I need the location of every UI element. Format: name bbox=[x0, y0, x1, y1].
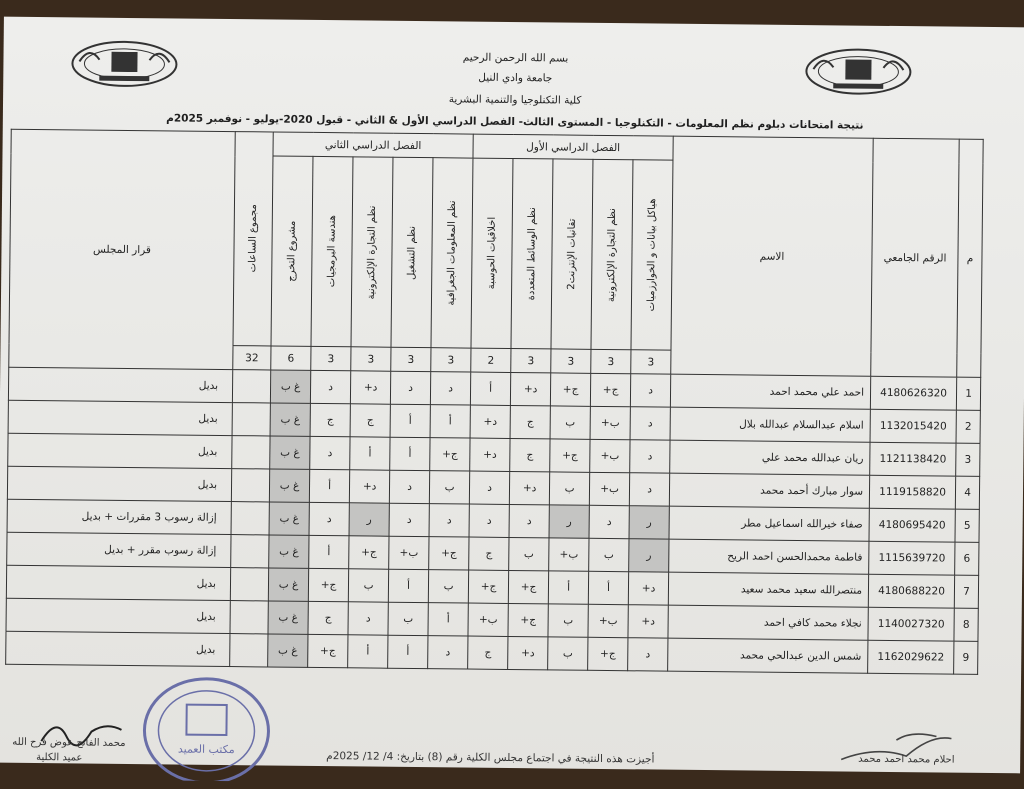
council-decision: بديل bbox=[6, 598, 230, 633]
grade-cell: ج+ bbox=[508, 570, 548, 603]
course-header: هندسة البرمجيات bbox=[311, 156, 353, 346]
course-header: نظم المعلومات الجغرافية bbox=[431, 158, 473, 348]
faculty-name: كلية التكنلوجيا والتنمية البشرية bbox=[448, 93, 582, 107]
col-name-header: الاسم bbox=[671, 136, 873, 376]
student-name: سوار مبارك أحمد محمد bbox=[669, 473, 869, 508]
student-id: 4180695420 bbox=[869, 508, 955, 542]
grade-cell: أ bbox=[350, 437, 390, 470]
col-decision-header: قرار المجلس bbox=[9, 129, 235, 369]
grade-cell: د bbox=[390, 371, 430, 404]
grade-cell: أ bbox=[390, 404, 430, 437]
office-stamp bbox=[136, 670, 277, 781]
grade-cell: غ ب bbox=[269, 502, 309, 535]
grade-cell: غ ب bbox=[268, 634, 308, 667]
course-hours: 3 bbox=[551, 349, 591, 373]
council-decision: بديل bbox=[6, 631, 230, 666]
course-header: نظم الوسائط المتعددة bbox=[511, 158, 553, 348]
grade-cell: ب bbox=[388, 602, 428, 635]
council-decision: بديل bbox=[8, 433, 232, 468]
grade-cell: ب bbox=[589, 538, 629, 571]
grade-cell: ج+ bbox=[550, 373, 590, 406]
grade-cell: د bbox=[428, 636, 468, 669]
total-cell bbox=[232, 436, 270, 469]
grade-cell: د+ bbox=[510, 372, 550, 405]
council-decision: بديل bbox=[7, 466, 231, 501]
grade-cell: غ ب bbox=[270, 370, 310, 403]
total-cell bbox=[232, 370, 270, 403]
semester1-header: الفصل الدراسي الأول bbox=[473, 134, 673, 160]
grade-cell: ج+ bbox=[508, 603, 548, 636]
student-name: احمد علي محمد احمد bbox=[670, 374, 870, 409]
grade-cell: د bbox=[509, 504, 549, 537]
total-cell bbox=[230, 601, 268, 634]
grade-cell: ر bbox=[349, 503, 389, 536]
row-index: 7 bbox=[954, 575, 978, 608]
grade-cell: ب+ bbox=[590, 439, 630, 472]
grade-cell: د bbox=[469, 471, 509, 504]
grade-cell: ب bbox=[550, 406, 590, 439]
course-header: نظم التشغيل bbox=[391, 157, 433, 347]
row-index: 4 bbox=[955, 476, 979, 509]
student-id: 1115639720 bbox=[869, 541, 955, 575]
grade-cell: ج+ bbox=[468, 570, 508, 603]
total-cell bbox=[231, 535, 269, 568]
council-decision: بديل bbox=[8, 400, 232, 435]
course-header: اخلاقيات الحوسبة bbox=[471, 158, 513, 348]
grade-cell: د+ bbox=[628, 605, 668, 638]
council-decision: إزالة رسوب مقرر + بديل bbox=[7, 532, 231, 567]
grade-cell: أ bbox=[309, 535, 349, 568]
total-cell bbox=[232, 403, 270, 436]
grade-cell: غ ب bbox=[270, 403, 310, 436]
course-hours: 3 bbox=[351, 347, 391, 371]
row-index: 8 bbox=[954, 608, 978, 641]
semester2-header: الفصل الدراسي الثاني bbox=[273, 132, 473, 158]
grade-cell: د bbox=[630, 440, 670, 473]
council-decision: إزالة رسوب 3 مقررات + بديل bbox=[7, 499, 231, 534]
grade-cell: د+ bbox=[350, 371, 390, 404]
student-id: 1162029622 bbox=[868, 640, 954, 674]
grade-cell: غ ب bbox=[268, 568, 308, 601]
course-hours: 3 bbox=[391, 347, 431, 371]
grade-cell: أ bbox=[430, 405, 470, 438]
student-id: 4180626320 bbox=[870, 376, 956, 410]
grade-cell: ج+ bbox=[550, 439, 590, 472]
council-decision: بديل bbox=[6, 565, 230, 600]
grade-cell: د bbox=[389, 503, 429, 536]
row-index: 9 bbox=[954, 641, 978, 674]
grade-cell: ج bbox=[468, 636, 508, 669]
grade-cell: أ bbox=[428, 603, 468, 636]
grade-cell: ج bbox=[510, 405, 550, 438]
grade-cell: أ bbox=[388, 569, 428, 602]
university-name: جامعة وادي النيل bbox=[478, 71, 553, 85]
grade-cell: ج bbox=[469, 537, 509, 570]
course-hours: 6 bbox=[271, 346, 311, 370]
row-index: 3 bbox=[956, 443, 980, 476]
course-header: هياكل بيانات و الخوارزميات bbox=[631, 160, 673, 350]
row-index: 1 bbox=[956, 377, 980, 410]
grade-cell: د bbox=[630, 374, 670, 407]
col-total-header: مجموع الساعات bbox=[233, 132, 273, 346]
dean-title: عميد الكلية bbox=[36, 752, 83, 764]
course-hours: 3 bbox=[511, 348, 551, 372]
grade-cell: ب+ bbox=[468, 603, 508, 636]
course-header: نظم التجارة الإلكترونية bbox=[351, 157, 393, 347]
student-id: 4180688220 bbox=[868, 574, 954, 608]
course-header: تقانيات الإنترنت2 bbox=[551, 159, 593, 349]
grade-cell: د bbox=[628, 638, 668, 671]
grade-cell: أ bbox=[470, 372, 510, 405]
course-hours: 3 bbox=[431, 348, 471, 372]
grade-cell: د+ bbox=[509, 471, 549, 504]
course-header: نظم التجارة الإلكترونية bbox=[591, 159, 633, 349]
student-id: 1121138420 bbox=[870, 442, 956, 476]
grade-cell: ب bbox=[548, 637, 588, 670]
student-id: 1119158820 bbox=[869, 475, 955, 509]
grade-cell: د+ bbox=[628, 572, 668, 605]
grade-cell: ب bbox=[548, 604, 588, 637]
total-cell bbox=[231, 469, 269, 502]
grade-cell: أ bbox=[588, 571, 628, 604]
grade-cell: د bbox=[389, 470, 429, 503]
grade-cell: غ ب bbox=[269, 469, 309, 502]
document-page bbox=[0, 17, 1024, 774]
grade-cell: ب+ bbox=[588, 604, 628, 637]
grade-cell: ج+ bbox=[590, 373, 630, 406]
grade-cell: أ bbox=[388, 635, 428, 668]
grade-cell: ب+ bbox=[589, 472, 629, 505]
student-name: نجلاء محمد كافي احمد bbox=[668, 605, 868, 640]
basmala: بسم الله الرحمن الرحيم bbox=[462, 51, 569, 65]
grade-cell: أ bbox=[390, 437, 430, 470]
grade-cell: د bbox=[310, 436, 350, 469]
grade-cell: غ ب bbox=[268, 601, 308, 634]
grade-cell: د+ bbox=[349, 470, 389, 503]
student-id: 1132015420 bbox=[870, 409, 956, 443]
approval-note: أجيزت هذه النتيجة في اجتماع مجلس الكلية رقم (8) بتاريخ: 4/ 12/ 2025م bbox=[326, 750, 655, 766]
grade-cell: د bbox=[630, 407, 670, 440]
student-id: 1140027320 bbox=[868, 607, 954, 641]
grade-cell: د bbox=[429, 504, 469, 537]
grade-cell: د bbox=[589, 505, 629, 538]
svg-text:مكتب العميد: مكتب العميد bbox=[177, 742, 235, 757]
results-table bbox=[5, 129, 984, 675]
grade-cell: ر bbox=[629, 539, 669, 572]
grade-cell: ج+ bbox=[430, 438, 470, 471]
university-logo-left bbox=[69, 35, 180, 92]
grade-cell: ب bbox=[509, 537, 549, 570]
grade-cell: ج+ bbox=[349, 536, 389, 569]
grade-cell: د+ bbox=[470, 438, 510, 471]
grade-cell: د bbox=[310, 370, 350, 403]
row-index: 5 bbox=[955, 509, 979, 542]
grade-cell: غ ب bbox=[269, 535, 309, 568]
student-name: اسلام عبدالسلام عبدالله بلال bbox=[670, 407, 870, 442]
grade-cell: ر bbox=[549, 505, 589, 538]
grade-cell: د bbox=[469, 504, 509, 537]
registrar-name: احلام محمد احمد محمد bbox=[858, 753, 955, 766]
student-name: ريان عبدالله محمد علي bbox=[670, 440, 870, 475]
grade-cell: ج bbox=[510, 438, 550, 471]
course-header: مشروع التخرج bbox=[271, 156, 313, 346]
total-cell bbox=[230, 568, 268, 601]
total-hours: 32 bbox=[233, 346, 271, 370]
course-hours: 3 bbox=[311, 346, 351, 370]
dean-name: محمد الفاتح عوض فرح الله bbox=[12, 736, 126, 749]
grade-cell: ج+ bbox=[308, 634, 348, 667]
grade-cell: ب bbox=[428, 570, 468, 603]
row-index: 2 bbox=[956, 410, 980, 443]
grade-cell: ب+ bbox=[549, 538, 589, 571]
council-decision: بديل bbox=[8, 367, 232, 402]
col-index-header: م bbox=[957, 139, 983, 377]
course-hours: 2 bbox=[471, 348, 511, 372]
grade-cell: أ bbox=[309, 469, 349, 502]
grade-cell: ج bbox=[308, 601, 348, 634]
grade-cell: د bbox=[430, 372, 470, 405]
grade-cell: ب bbox=[429, 471, 469, 504]
grade-cell: أ bbox=[548, 571, 588, 604]
total-cell bbox=[231, 502, 269, 535]
grade-cell: ج+ bbox=[588, 637, 628, 670]
student-name: شمس الدين عبدالحي محمد bbox=[668, 638, 868, 673]
col-id-header: الرقم الجامعي bbox=[871, 138, 959, 377]
student-name: صفاء خيرالله اسماعيل مطر bbox=[669, 506, 869, 541]
grade-cell: ب bbox=[348, 569, 388, 602]
grade-cell: أ bbox=[348, 635, 388, 668]
grade-cell: ج+ bbox=[429, 537, 469, 570]
grade-cell: د bbox=[629, 473, 669, 506]
grade-cell: ر bbox=[629, 506, 669, 539]
grade-cell: د+ bbox=[470, 405, 510, 438]
grade-cell: د bbox=[348, 602, 388, 635]
total-cell bbox=[230, 634, 268, 667]
grade-cell: ب+ bbox=[389, 536, 429, 569]
grade-cell: ج bbox=[310, 403, 350, 436]
grade-cell: ج+ bbox=[308, 568, 348, 601]
university-logo-right bbox=[803, 43, 914, 100]
grade-cell: ب bbox=[549, 472, 589, 505]
results-title: نتيجة امتحانات دبلوم نظم المعلومات - التكنلوجيا - المستوى الثالث- الفصل الدراسي الأول & الثاني - قبول 2020-يوليو - نوفمبر 2025م bbox=[166, 112, 864, 132]
grade-cell: د+ bbox=[508, 636, 548, 669]
student-name: فاطمة محمدالحسن احمد الريح bbox=[669, 539, 869, 574]
row-index: 6 bbox=[955, 542, 979, 575]
course-hours: 3 bbox=[591, 349, 631, 373]
course-hours: 3 bbox=[631, 350, 671, 374]
grade-cell: د bbox=[309, 502, 349, 535]
grade-cell: غ ب bbox=[270, 436, 310, 469]
student-name: منتصرالله سعيد محمد سعيد bbox=[668, 572, 868, 607]
grade-cell: ج bbox=[350, 404, 390, 437]
grade-cell: ب+ bbox=[590, 406, 630, 439]
